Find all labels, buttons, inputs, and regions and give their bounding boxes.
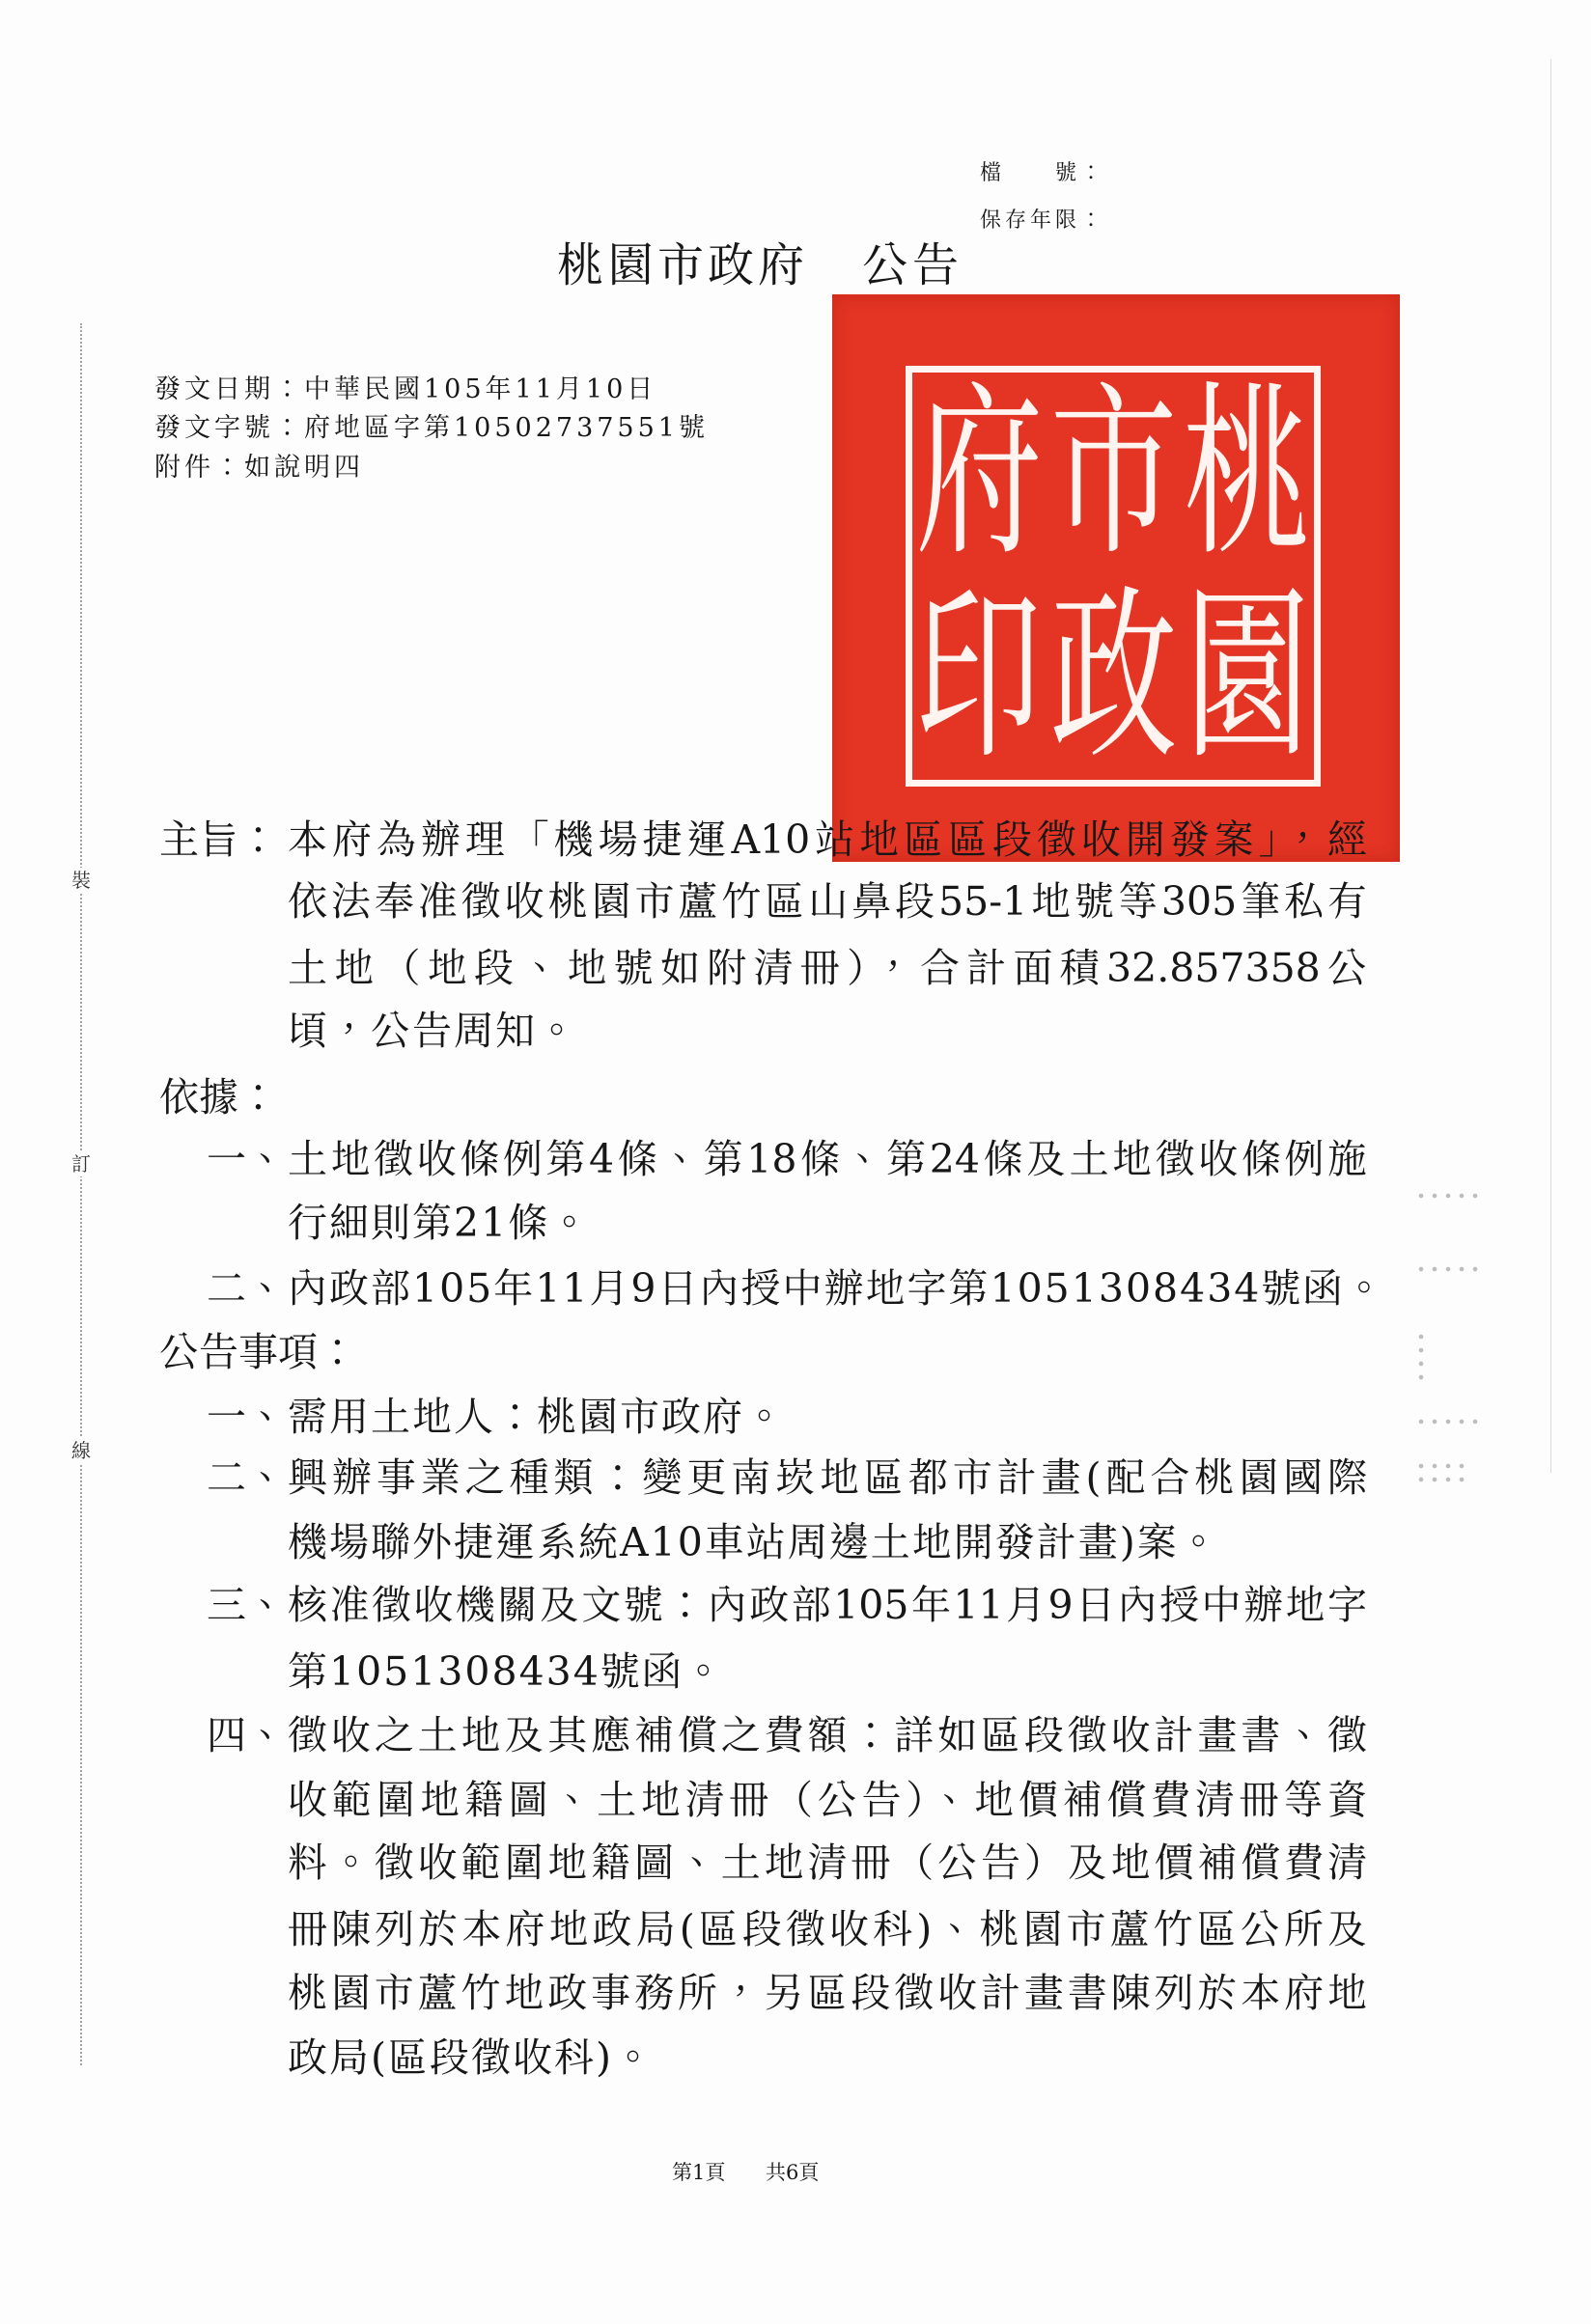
binding-char: 裝 — [68, 868, 95, 893]
scan-artifact-dots — [1414, 1330, 1428, 1384]
binding-char: 訂 — [68, 1151, 95, 1176]
issuer-title: 桃園市政府 — [557, 238, 809, 292]
announcement-item-line: 收範圍地籍圖、土地清冊（公告）、地價補償費清冊等資 — [288, 1777, 1367, 1823]
retention-period-label: 保存年限： — [980, 208, 1106, 233]
document-type-title: 公告 — [862, 238, 963, 292]
announcement-item-number: 一、 — [207, 1394, 286, 1440]
seal-char: 園 — [1183, 569, 1311, 786]
scan-artifact-dots — [1414, 1262, 1482, 1276]
announcement-item-line: 興辦事業之種類：變更南崁地區都市計畫(配合桃園國際 — [288, 1454, 1367, 1501]
seal-char: 印 — [915, 569, 1044, 786]
announcement-item-line: 需用土地人：桃園市政府。 — [288, 1394, 786, 1440]
scan-artifact-dots — [1414, 1459, 1468, 1486]
basis-item-line: 行細則第21條。 — [288, 1200, 592, 1246]
announcement-item-line: 冊陳列於本府地政局(區段徵收科)、桃園市蘆竹區公所及 — [288, 1906, 1367, 1952]
announcement-label: 公告事項： — [159, 1329, 357, 1375]
subject-label: 主旨： — [159, 816, 278, 863]
announcement-item-number: 四、 — [207, 1712, 286, 1758]
issue-date — [154, 374, 656, 406]
announcement-item-line: 政局(區段徵收科)。 — [288, 2034, 655, 2081]
basis-item-line: 內政部105年11月9日內授中辦地字第1051308434號函。 — [288, 1265, 1386, 1312]
attachment — [154, 452, 364, 484]
file-number-label: 檔 號： — [980, 161, 1106, 185]
binding-dotted-line — [80, 323, 82, 2065]
attachment-value: 如說明四 — [244, 453, 364, 483]
basis-label: 依據： — [159, 1074, 278, 1120]
document-number — [154, 412, 709, 445]
announcement-item-line: 機場聯外捷運系統A10車站周邊土地開發計畫)案。 — [288, 1519, 1220, 1565]
seal-char: 府 — [915, 366, 1044, 582]
issue-date-label: 發文日期： — [154, 374, 304, 404]
seal-char: 桃 — [1183, 366, 1311, 582]
scan-artifact-dots — [1414, 1189, 1482, 1203]
basis-item-line: 土地徵收條例第4條、第18條、第24條及土地徵收條例施 — [288, 1136, 1367, 1182]
attachment-label: 附件： — [154, 453, 244, 483]
announcement-item-line: 徵收之土地及其應補償之費額：詳如區段徵收計畫書、徵 — [288, 1712, 1367, 1758]
seal-char: 政 — [1049, 569, 1178, 786]
official-seal — [832, 294, 1400, 862]
announcement-item-line: 桃園市蘆竹地政事務所，另區段徵收計畫書陳列於本府地 — [288, 1970, 1367, 2016]
basis-item-number: 一、 — [207, 1136, 286, 1182]
announcement-item-number: 三、 — [207, 1582, 286, 1628]
announcement-item-line: 料。徵收範圍地籍圖、土地清冊（公告）及地價補償費清 — [288, 1840, 1367, 1886]
document-number-value: 府地區字第10502737551號 — [304, 413, 709, 443]
seal-char: 市 — [1049, 366, 1178, 582]
document-number-label: 發文字號： — [154, 413, 304, 443]
subject-line: 頃，公告周知。 — [288, 1008, 578, 1054]
announcement-item-number: 二、 — [207, 1454, 286, 1501]
subject-line: 本府為辦理「機場捷運A10站地區區段徵收開發案」，經 — [288, 816, 1367, 863]
total-pages: 共6頁 — [766, 2161, 820, 2184]
announcement-item-line: 第1051308434號函。 — [288, 1648, 725, 1695]
announcement-item-line: 核准徵收機關及文號：內政部105年11月9日內授中辦地字 — [288, 1582, 1367, 1628]
issue-date-value: 中華民國105年11月10日 — [304, 374, 657, 404]
scan-artifact-dots — [1414, 1415, 1482, 1428]
basis-item-number: 二、 — [207, 1265, 286, 1312]
scan-edge-line — [1550, 59, 1551, 1473]
subject-line: 依法奉准徵收桃園市蘆竹區山鼻段55-1地號等305筆私有 — [288, 878, 1367, 925]
page-number: 第1頁 — [672, 2161, 726, 2184]
subject-line: 土地（地段、地號如附清冊），合計面積32.857358公 — [288, 945, 1367, 991]
binding-char: 線 — [68, 1438, 95, 1463]
